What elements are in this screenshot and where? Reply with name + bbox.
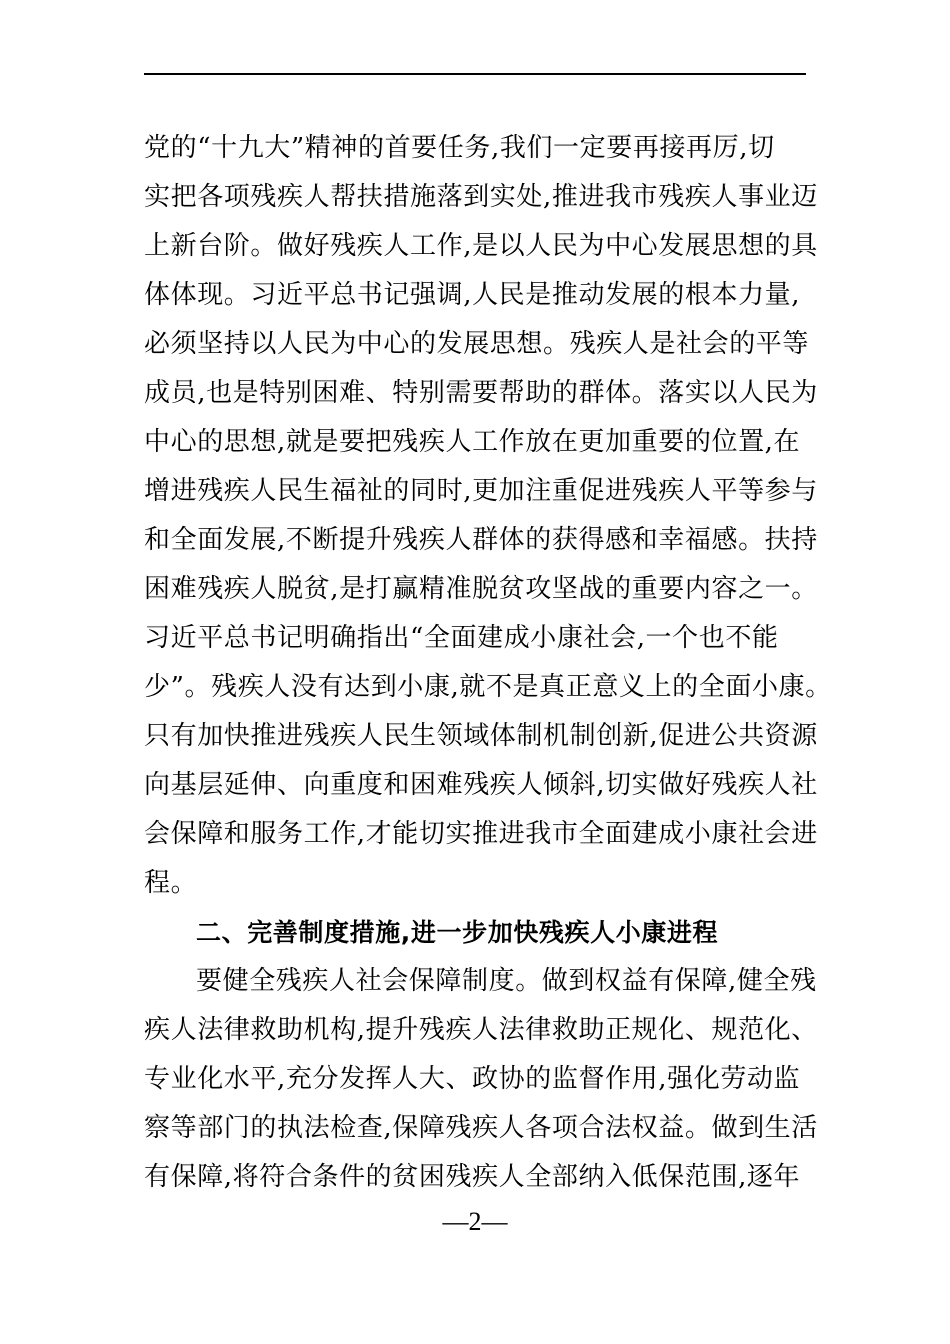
body-line: 困难残疾人脱贫,是打赢精准脱贫攻坚战的重要内容之一。 [144, 574, 818, 604]
body-line: 有保障,将符合条件的贫困残疾人全部纳入低保范围,逐年 [144, 1162, 801, 1192]
body-line: 少”。残疾人没有达到小康,就不是真正意义上的全面小康。 [144, 672, 832, 702]
body-line: 上新台阶。做好残疾人工作,是以人民为中心发展思想的具 [144, 231, 818, 261]
body-line: 体体现。习近平总书记强调,人民是推动发展的根本力量, [144, 280, 801, 310]
body-line: 增进残疾人民生福祉的同时,更加注重促进残疾人平等参与 [144, 476, 818, 506]
body-line: 要健全残疾人社会保障制度。做到权益有保障,健全残 [196, 966, 817, 996]
body-line: 必须坚持以人民为中心的发展思想。残疾人是社会的平等 [144, 329, 810, 359]
body-line: 成员,也是特别困难、特别需要帮助的群体。落实以人民为 [144, 378, 818, 408]
page-body [144, 124, 832, 1202]
body-line: 专业化水平,充分发挥人大、政协的监督作用,强化劳动监 [144, 1064, 801, 1094]
body-line: 习近平总书记明确指出“全面建成小康社会,一个也不能 [144, 623, 779, 653]
header-rule [144, 73, 806, 75]
page-number: —2— [442, 1207, 508, 1236]
body-line: 程。 [144, 868, 198, 898]
body-line: 中心的思想,就是要把残疾人工作放在更加重要的位置,在 [144, 427, 801, 457]
body-line: 只有加快推进残疾人民生领域体制机制创新,促进公共资源 [144, 721, 818, 751]
body-line: 向基层延伸、向重度和困难残疾人倾斜,切实做好残疾人社 [144, 770, 818, 800]
section-heading: 二、完善制度措施,进一步加快残疾人小康进程 [196, 918, 719, 947]
body-line: 察等部门的执法检查,保障残疾人各项合法权益。做到生活 [144, 1113, 818, 1143]
body-line: 会保障和服务工作,才能切实推进我市全面建成小康社会进 [144, 819, 818, 849]
body-line: 实把各项残疾人帮扶措施落到实处,推进我市残疾人事业迈 [144, 182, 818, 212]
body-line: 党的“十九大”精神的首要任务,我们一定要再接再厉,切 [144, 133, 775, 163]
body-line: 和全面发展,不断提升残疾人群体的获得感和幸福感。扶持 [144, 525, 818, 555]
body-line: 疾人法律救助机构,提升残疾人法律救助正规化、规范化、 [144, 1015, 818, 1045]
